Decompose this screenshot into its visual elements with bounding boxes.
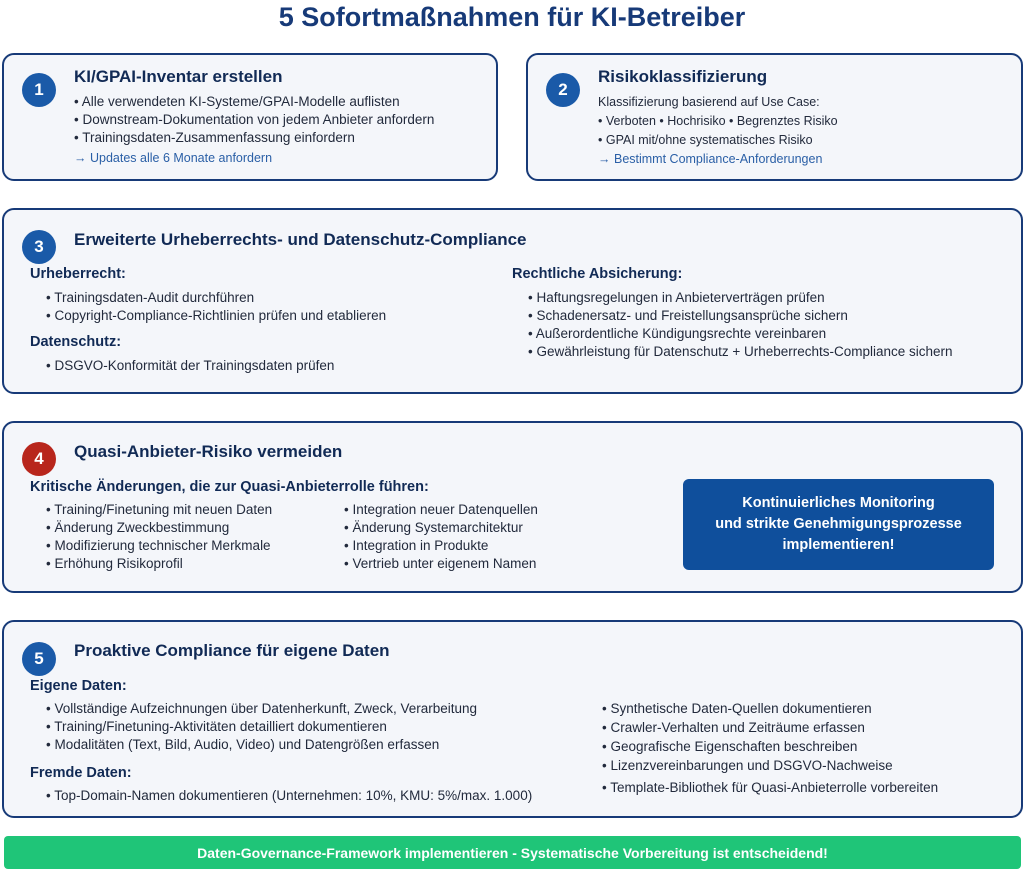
list-item: • Vertrieb unter eigenem Namen bbox=[344, 555, 536, 573]
card-own-data-compliance bbox=[2, 620, 1023, 818]
section-heading: Urheberrecht: bbox=[30, 266, 126, 282]
list-item: • Änderung Systemarchitektur bbox=[344, 519, 523, 537]
card-risk-classification bbox=[526, 53, 1023, 181]
list-item: • Modalitäten (Text, Bild, Audio, Video) und Datengrößen erfassen bbox=[46, 736, 439, 754]
list-item: • Änderung Zweckbestimmung bbox=[46, 519, 229, 537]
list-item: • Gewährleistung für Datenschutz + Urheberrechts-Compliance sichern bbox=[528, 343, 953, 361]
list-item: • Top-Domain-Namen dokumentieren (Unternehmen: 10%, KMU: 5%/max. 1.000) bbox=[46, 787, 532, 805]
section-heading: Rechtliche Absicherung: bbox=[512, 266, 683, 282]
list-item: • Integration in Produkte bbox=[344, 537, 488, 555]
callout-line: Kontinuierliches Monitoring bbox=[742, 495, 935, 511]
card-title: Erweiterte Urheberrechts- und Datenschutz-Compliance bbox=[74, 230, 527, 249]
footer-banner: Daten-Governance-Framework implementieren - Systematische Vorbereitung ist entscheidend! bbox=[4, 836, 1021, 869]
card-copyright-privacy bbox=[2, 208, 1023, 394]
list-item: • Trainingsdaten-Audit durchführen bbox=[46, 289, 254, 307]
list-item: • Training/Finetuning mit neuen Daten bbox=[46, 501, 272, 519]
page-title: 5 Sofortmaßnahmen für KI-Betreiber bbox=[278, 2, 746, 32]
list-item: • Alle verwendeten KI-Systeme/GPAI-Modelle auflisten bbox=[74, 93, 400, 111]
list-item: • Copyright-Compliance-Richtlinien prüfen und etablieren bbox=[46, 307, 386, 325]
list-item: • Synthetische Daten-Quellen dokumentieren bbox=[602, 700, 872, 718]
list-item: • Außerordentliche Kündigungsrechte vereinbaren bbox=[528, 325, 826, 343]
list-item: • Erhöhung Risikoprofil bbox=[46, 555, 183, 573]
card-title: KI/GPAI-Inventar erstellen bbox=[74, 67, 283, 86]
list-item: • Lizenzvereinbarungen und DSGVO-Nachweise bbox=[602, 757, 893, 775]
card-inventory bbox=[2, 53, 498, 181]
list-item: • Integration neuer Datenquellen bbox=[344, 501, 538, 519]
card-title: Proaktive Compliance für eigene Daten bbox=[74, 641, 390, 660]
step-badge-1: 1 bbox=[22, 73, 56, 107]
list-item: • DSGVO-Konformität der Trainingsdaten prüfen bbox=[46, 357, 334, 375]
callout-line: und strikte Genehmigungsprozesse bbox=[715, 516, 962, 532]
list-item: • Schadenersatz- und Freistellungsansprüche sichern bbox=[528, 307, 848, 325]
card-title: Risikoklassifizierung bbox=[598, 67, 768, 86]
section-heading: Kritische Änderungen, die zur Quasi-Anbieterrolle führen: bbox=[30, 479, 429, 495]
section-heading: Eigene Daten: bbox=[30, 678, 127, 694]
list-item: • Downstream-Dokumentation von jedem Anbieter anfordern bbox=[74, 111, 434, 129]
list-item: • GPAI mit/ohne systematisches Risiko bbox=[598, 133, 813, 147]
section-heading: Fremde Daten: bbox=[30, 765, 132, 781]
list-item: • Crawler-Verhalten und Zeiträume erfassen bbox=[602, 719, 865, 737]
list-item: • Geografische Eigenschaften beschreiben bbox=[602, 738, 857, 756]
list-item: • Training/Finetuning-Aktivitäten detailliert dokumentieren bbox=[46, 718, 387, 736]
list-item: • Vollständige Aufzeichnungen über Datenherkunft, Zweck, Verarbeitung bbox=[46, 700, 477, 718]
section-heading: Datenschutz: bbox=[30, 334, 122, 350]
step-badge-2: 2 bbox=[546, 73, 580, 107]
list-item: • Modifizierung technischer Merkmale bbox=[46, 537, 271, 555]
list-item: • Template-Bibliothek für Quasi-Anbieterrolle vorbereiten bbox=[602, 779, 938, 797]
list-item: • Haftungsregelungen in Anbieterverträgen prüfen bbox=[528, 289, 825, 307]
card-title: Quasi-Anbieter-Risiko vermeiden bbox=[74, 442, 343, 461]
step-badge-4: 4 bbox=[22, 442, 56, 476]
list-item: • Verboten • Hochrisiko • Begrenztes Risiko bbox=[598, 114, 838, 128]
step-badge-5: 5 bbox=[22, 642, 56, 676]
card-note: → Updates alle 6 Monate anfordern bbox=[74, 149, 272, 167]
card-intro: Klassifizierung basierend auf Use Case: bbox=[598, 95, 820, 109]
card-note: → Bestimmt Compliance-Anforderungen bbox=[598, 150, 822, 168]
callout-line: implementieren! bbox=[782, 537, 895, 553]
step-badge-3: 3 bbox=[22, 230, 56, 264]
list-item: • Trainingsdaten-Zusammenfassung einfordern bbox=[74, 129, 355, 147]
monitoring-callout bbox=[683, 479, 994, 570]
